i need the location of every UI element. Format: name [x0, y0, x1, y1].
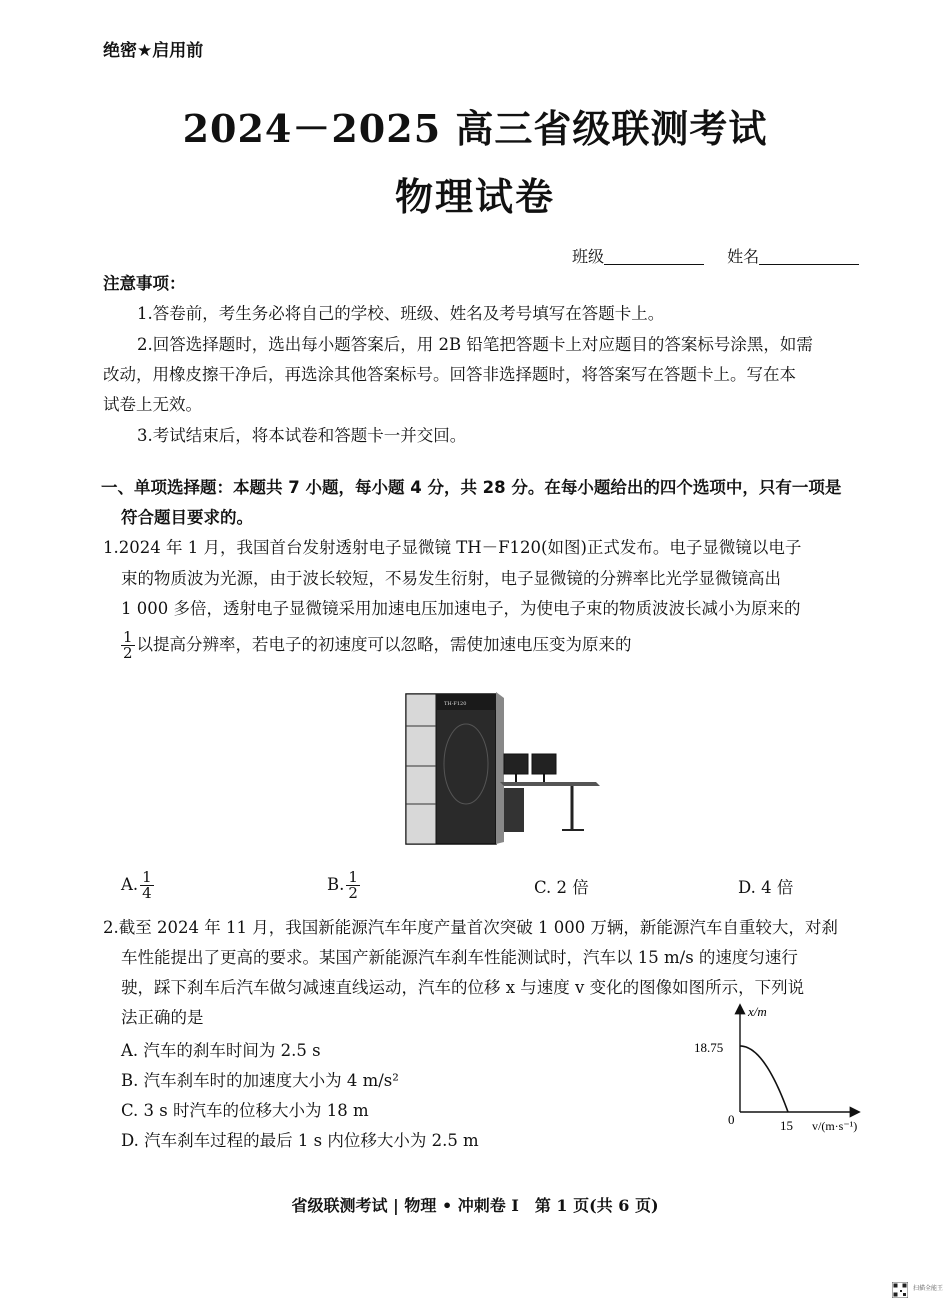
origin-label: 0 [728, 1112, 735, 1127]
x-v-curve [740, 1046, 788, 1112]
notice-heading: 注意事项： [103, 274, 186, 293]
q1-option-d[interactable]: D. 4 倍 [738, 878, 794, 897]
svg-text:TH-F120: TH-F120 [444, 701, 467, 707]
q2-line-4: 法正确的是 [121, 1008, 204, 1027]
x-v-graph [690, 1000, 880, 1140]
q2-option-b[interactable]: B. 汽车刹车时的加速度大小为 4 m/s² [121, 1071, 399, 1090]
q2-option-c[interactable]: C. 3 s 时汽车的位移大小为 18 m [121, 1101, 369, 1120]
microscope-illustration [400, 684, 604, 849]
name-label: 姓名 [727, 247, 760, 266]
notice-item-1: 1.答卷前，考生务必将自己的学校、班级、姓名及考号填写在答题卡上。 [137, 304, 665, 323]
q2-option-a[interactable]: A. 汽车的刹车时间为 2.5 s [121, 1041, 321, 1060]
name-blank [759, 248, 859, 265]
q1-line-4: $\frac{1}{2}$ 以提高分辨率，若电子的初速度可以忽略，需使加速电压变为原来的 [123, 628, 632, 662]
notice-item-2-line-1: 2.回答选择题时，选出每小题答案后，用 2B 铅笔把答题卡上对应题目的答案标号涂黑，如需 [137, 335, 813, 354]
y-axis-label: x/m [748, 1004, 767, 1019]
class-blank [604, 248, 704, 265]
q1-line-3: 1 000 多倍，透射电子显微镜采用加速电压加速电子，为使电子束的物质波波长减小为原来的 [121, 599, 801, 618]
q1-fraction: $\frac{1}{2}$ [123, 628, 133, 662]
q1-option-c[interactable]: C. 2 倍 [534, 878, 589, 897]
exam-title: 2024－2025 高三省级联测考试 [182, 106, 768, 151]
q1-option-b[interactable]: B. $\frac{1}{2}$ [327, 868, 358, 902]
q1-line-2: 束的物质波为光源，由于波长较短，不易发生衍射，电子显微镜的分辨率比光学显微镜高出 [121, 569, 781, 588]
notice-item-2-line-2: 改动，用橡皮擦干净后，再选涂其他答案标号。回答非选择题时，将答案写在答题卡上。写在本 [103, 365, 796, 384]
subject-title: 物理试卷 [394, 174, 555, 219]
notice-item-2-line-3: 试卷上无效。 [103, 395, 202, 414]
qr-code-icon [892, 1282, 908, 1298]
q2-line-2: 车性能提出了更高的要求。某国产新能源汽车刹车性能测试时，汽车以 15 m/s 的速度匀速行 [121, 948, 798, 967]
q2-line-1: 2.截至 2024 年 11 月，我国新能源汽车年度产量首次突破 1 000 万辆，新能源汽车自重较大，对刹 [103, 918, 838, 937]
x-axis-label: v/(m·s⁻¹) [812, 1119, 858, 1133]
class-label: 班级 [572, 247, 605, 266]
x-value-label: 15 [780, 1118, 793, 1133]
page-footer: 省级联测考试 | 物理 • 冲刺卷 Ⅰ 第 1 页(共 6 页) [291, 1196, 659, 1215]
notice-item-3: 3.考试结束后，将本试卷和答题卡一并交回。 [137, 426, 467, 445]
q1-option-a[interactable]: A. $\frac{1}{4}$ [121, 868, 152, 902]
q2-option-d[interactable]: D. 汽车刹车过程的最后 1 s 内位移大小为 2.5 m [121, 1131, 479, 1150]
section-1-heading-cont: 符合题目要求的。 [121, 508, 253, 527]
student-info-row [572, 244, 859, 267]
confidential-label: 绝密★启用前 [103, 41, 204, 61]
y-value-label: 18.75 [694, 1040, 724, 1055]
q1-line-1: 1.2024 年 1 月，我国首台发射透射电子显微镜 TH－F120(如图)正式发布。电子显微镜以电子 [103, 538, 802, 557]
q2-line-3: 驶，踩下刹车后汽车做匀减速直线运动，汽车的位移 x 与速度 v 变化的图像如图所示，下列说 [121, 978, 805, 997]
section-1-heading: 一、单项选择题：本题共 7 小题，每小题 4 分，共 28 分。在每小题给出的四个选项中，只有一项是 [101, 478, 842, 497]
scanner-watermark: 扫描全能王 [913, 1285, 944, 1292]
